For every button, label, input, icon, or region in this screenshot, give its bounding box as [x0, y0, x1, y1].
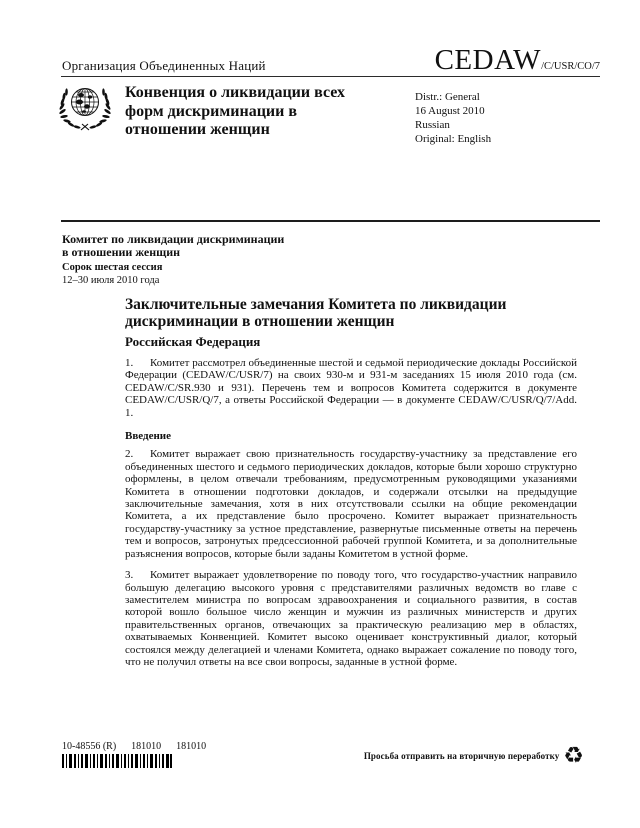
committee-name-line1: Комитет по ликвидации дискриминации	[62, 232, 285, 246]
session-dates: 12–30 июля 2010 года	[62, 275, 160, 286]
original-language-line: Original: English	[415, 133, 492, 145]
footer-job-number: 10-48556 (R)	[62, 741, 117, 752]
paragraph-3-text: Комитет выражает удовлетворение по поводу того, что государство-участник направило большую делегацию высокого уровня с представителями различных ведомств во главе с заместителем министра по вопросам здравоохранения и социального развития, в состав которой вошло большое число женщин и мужчин из различных министерств и других правительственных органов, отвечающих за практическую реализацию мер в областях, охватываемых Конвенцией. Комитет высоко оценивает конструктивный диалог, который состоялся между делегацией и членами Комитета, однако выражает сожаление по поводу того, что не получил ответы на все свои вопросы, заданные в устной форме.	[125, 569, 577, 668]
country-heading: Российская Федерация	[125, 334, 261, 349]
paragraph-1-number: 1.	[125, 357, 134, 369]
committee-block	[62, 233, 284, 287]
language-line: Russian	[415, 119, 450, 131]
document-symbol-suffix: /C/USR/CO/7	[541, 61, 600, 72]
org-name: Организация Объединенных Наций	[62, 58, 266, 73]
header-rule-top	[61, 76, 600, 77]
footer-code-2: 181010	[176, 741, 207, 752]
recycle-note-line	[364, 744, 584, 768]
paragraph-2-number: 2.	[125, 448, 134, 461]
recycle-note-text: Просьба отправить на вторичную переработку	[363, 751, 560, 761]
barcode	[62, 754, 172, 768]
paragraph-1-text: Комитет рассмотрел объединенные шестой и седьмой периодические доклады Российской Федерации (CEDAW/C/USR/7) на своих 930-м и 931-м заседаниях 15 июля 2010 года (см. CEDAW/C/SR.930 и 931). Перечень тем и вопросов Комитета содержится в документе CEDAW/C/USR/Q/7, а ответы Российской Федерации — в документе CEDAW/C/USR/Q/7/Add. 1.	[125, 357, 577, 419]
distribution-block	[415, 90, 491, 146]
intro-section-heading: Введение	[125, 430, 172, 443]
document-body	[125, 357, 577, 677]
footer-code-1: 181010	[131, 741, 162, 752]
un-emblem-icon	[57, 81, 113, 133]
paragraph-1	[125, 357, 577, 419]
footer-job-line	[62, 741, 206, 752]
recycle-icon: ♻	[563, 743, 584, 769]
paragraph-2-text: Комитет выражает свою признательность государству-участнику за представление его объединенных шестого и седьмого периодических докладов, которые были хорошо структурно оформлены, в целом отвечали требованиям, предусмотренным руководящими указаниями Комитета в отношении подготовки докладов, и содержали отсылки на предыдущие заключительные замечания, хотя в них отсутствовали ссылки на общие рекомендации Комитета, а их представление было просрочено. Комитет выражает признательность государству-участнику за устное представление, развернутые письменные ответы на перечень тем и вопросов, затронутых предсессионной рабочей группой Комитета, и за дополнительные разъяснения вопросов, которые были заданы Комитетом в устной форме.	[125, 448, 577, 560]
paragraph-2	[125, 448, 577, 560]
document-symbol-main: CEDAW	[434, 44, 542, 76]
paragraph-3-number: 3.	[125, 569, 134, 582]
session-title: Сорок шестая сессия	[62, 262, 163, 273]
distr-line: Distr.: General	[415, 91, 480, 103]
committee-name-line2: в отношении женщин	[62, 245, 181, 259]
date-line: 16 August 2010	[415, 105, 485, 117]
document-symbol	[435, 44, 600, 77]
convention-title: Конвенция о ликвидации всех форм дискриминации в отношении женщин	[125, 84, 346, 138]
paragraph-3	[125, 569, 577, 668]
header-rule-bottom	[61, 220, 600, 222]
document-title: Заключительные замечания Комитета по ликвидации дискриминации в отношении женщин	[125, 296, 507, 330]
